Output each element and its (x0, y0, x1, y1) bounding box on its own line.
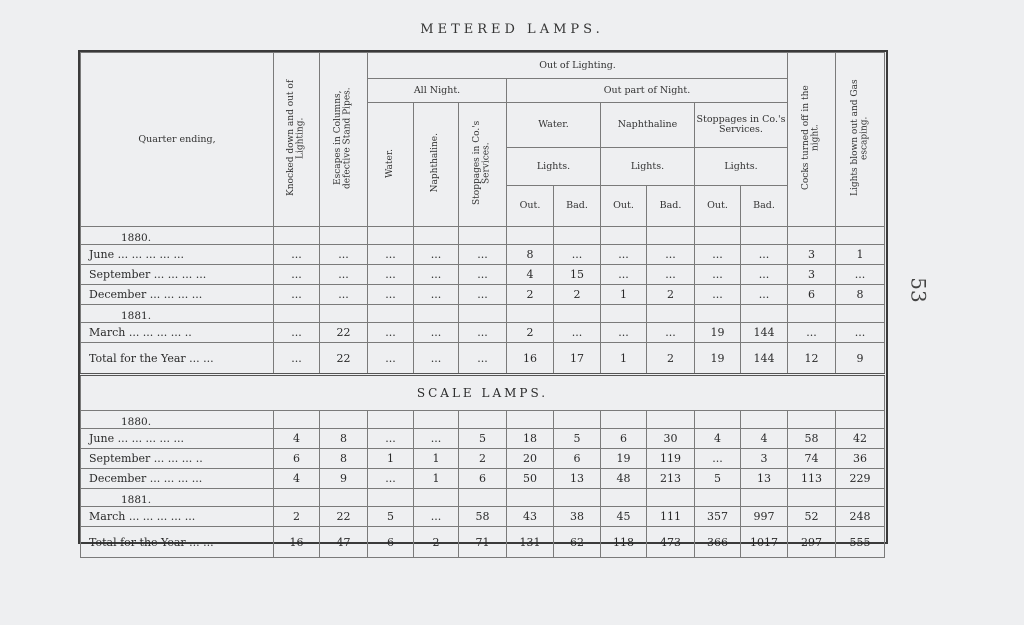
table-cell: 47 (320, 527, 368, 558)
table-cell (836, 411, 885, 429)
table-cell: ... (368, 469, 414, 489)
table-cell: ... (414, 245, 459, 265)
header-escapes: Escapes in Columns, defective Stand Pipes. (320, 53, 368, 227)
table-cell: ... (836, 265, 885, 285)
table-cell: ... (741, 245, 788, 265)
table-cell: ... (459, 343, 507, 375)
table-cell: 71 (459, 527, 507, 558)
table-cell: 17 (554, 343, 601, 375)
header-lights: Lights. (601, 147, 695, 185)
table-cell: 1 (836, 245, 885, 265)
table-cell (320, 305, 368, 323)
table-cell (459, 227, 507, 245)
table-cell: 8 (836, 285, 885, 305)
table-cell: ... (414, 507, 459, 527)
table-cell: 1017 (741, 527, 788, 558)
header-lights: Lights. (507, 147, 601, 185)
table-cell: ... (459, 265, 507, 285)
table-cell: ... (695, 449, 741, 469)
table-cell (368, 489, 414, 507)
table-cell (414, 489, 459, 507)
table-cell: ... (554, 245, 601, 265)
year-label: 1880. (81, 227, 274, 245)
table-cell: 357 (695, 507, 741, 527)
table-cell: ... (601, 323, 647, 343)
table-cell: ... (459, 245, 507, 265)
table-cell (554, 411, 601, 429)
table-cell (695, 411, 741, 429)
table-cell: ... (695, 245, 741, 265)
table-cell: 6 (601, 429, 647, 449)
table-cell: ... (368, 285, 414, 305)
table-cell (601, 227, 647, 245)
header-quarter: Quarter ending, (81, 53, 274, 227)
table-cell (788, 411, 836, 429)
table-cell: ... (414, 265, 459, 285)
table-cell: ... (368, 429, 414, 449)
table-cell: ... (414, 323, 459, 343)
table-cell (695, 305, 741, 323)
table-cell (741, 489, 788, 507)
table-cell: 1 (601, 343, 647, 375)
total-row (81, 343, 885, 375)
table-cell: 297 (788, 527, 836, 558)
header-out: Out. (695, 185, 741, 226)
table-cell: ... (788, 323, 836, 343)
table-cell: 19 (601, 449, 647, 469)
table-cell: 8 (320, 429, 368, 449)
table-cell (274, 305, 320, 323)
table-cell (788, 489, 836, 507)
table-cell: ... (368, 323, 414, 343)
table-cell (414, 305, 459, 323)
table-cell: ... (274, 245, 320, 265)
table-cell: ... (320, 265, 368, 285)
table-cell: June ... ... ... ... ... (81, 245, 274, 265)
table-cell: ... (647, 323, 695, 343)
table-cell: 1 (368, 449, 414, 469)
table-row (81, 265, 885, 285)
header-naphthaline-sub: Naphthaline (601, 103, 695, 148)
table-cell: 22 (320, 507, 368, 527)
table-cell: 4 (507, 265, 554, 285)
table-cell: ... (274, 343, 320, 375)
table-cell: 18 (507, 429, 554, 449)
table-cell: 3 (788, 245, 836, 265)
table-cell (414, 411, 459, 429)
table-cell: June ... ... ... ... ... (81, 429, 274, 449)
table-cell (647, 489, 695, 507)
year-label: 1881. (81, 305, 274, 323)
table-cell (459, 411, 507, 429)
header-out: Out. (601, 185, 647, 226)
table-cell (459, 305, 507, 323)
table-cell: 555 (836, 527, 885, 558)
table-cell: 4 (274, 469, 320, 489)
scale-title: SCALE LAMPS. (81, 375, 885, 411)
table-cell: 50 (507, 469, 554, 489)
table-cell: 8 (320, 449, 368, 469)
table-cell: ... (741, 265, 788, 285)
table-cell: ... (368, 245, 414, 265)
table-cell: ... (647, 245, 695, 265)
header-stoppages-sub: Stoppages in Co.'s Services. (695, 103, 788, 148)
table-cell: ... (836, 323, 885, 343)
table-cell: 52 (788, 507, 836, 527)
table-cell: 2 (274, 507, 320, 527)
table-cell: 213 (647, 469, 695, 489)
table-row (81, 285, 885, 305)
table-cell (741, 305, 788, 323)
table-row (81, 245, 885, 265)
table-cell: ... (274, 323, 320, 343)
table-cell (274, 489, 320, 507)
table-cell (788, 305, 836, 323)
table-cell: Total for the Year ... ... (81, 527, 274, 558)
table-cell: 9 (836, 343, 885, 375)
page-number: 53 (906, 277, 931, 303)
table-cell: December ... ... ... ... (81, 285, 274, 305)
table-cell: 1 (414, 449, 459, 469)
lamps-table (80, 52, 885, 558)
table-cell: 22 (320, 323, 368, 343)
table-cell: 43 (507, 507, 554, 527)
table-cell: 4 (741, 429, 788, 449)
table-cell: 62 (554, 527, 601, 558)
table-cell: 13 (554, 469, 601, 489)
table-cell: 42 (836, 429, 885, 449)
table-cell: ... (695, 285, 741, 305)
header-out: Out. (507, 185, 554, 226)
table-cell: March ... ... ... ... ... (81, 507, 274, 527)
table-cell: ... (459, 323, 507, 343)
table-cell: 118 (601, 527, 647, 558)
table-cell (507, 489, 554, 507)
table-cell (741, 411, 788, 429)
table-cell (601, 305, 647, 323)
table-row (81, 429, 885, 449)
table-cell: 1 (601, 285, 647, 305)
table-cell (741, 227, 788, 245)
total-row (81, 527, 885, 558)
header-cocks: Cocks turned off in the night. (788, 53, 836, 227)
table-cell: ... (414, 285, 459, 305)
table-cell (368, 411, 414, 429)
table-cell (601, 411, 647, 429)
table-cell: 131 (507, 527, 554, 558)
table-cell: 1 (414, 469, 459, 489)
table-cell: 2 (554, 285, 601, 305)
table-cell (554, 227, 601, 245)
table-cell (695, 489, 741, 507)
table-cell: ... (368, 343, 414, 375)
table-cell: 2 (414, 527, 459, 558)
table-cell: 3 (741, 449, 788, 469)
table-cell: 113 (788, 469, 836, 489)
table-cell: ... (695, 265, 741, 285)
table-cell: ... (459, 285, 507, 305)
table-cell: 20 (507, 449, 554, 469)
table-cell: December ... ... ... ... (81, 469, 274, 489)
table-cell: ... (647, 265, 695, 285)
table-cell (507, 305, 554, 323)
header-out-of-lighting: Out of Lighting. (368, 53, 788, 79)
table-cell: ... (414, 429, 459, 449)
header-water-sub: Water. (507, 103, 601, 148)
page-title: METERED LAMPS. (420, 22, 604, 37)
table-cell: 12 (788, 343, 836, 375)
table-cell (788, 227, 836, 245)
table-cell: 144 (741, 343, 788, 375)
table-cell: ... (601, 265, 647, 285)
table-cell (836, 489, 885, 507)
table-cell: 5 (368, 507, 414, 527)
table-cell: 5 (459, 429, 507, 449)
table-cell: 5 (695, 469, 741, 489)
table-row (81, 507, 885, 527)
table-cell: 6 (788, 285, 836, 305)
header-blown: Lights blown out and Gas escaping. (836, 53, 885, 227)
table-cell (274, 227, 320, 245)
table-cell: 58 (459, 507, 507, 527)
table-cell: ... (320, 245, 368, 265)
header-lights: Lights. (695, 147, 788, 185)
table-cell (368, 305, 414, 323)
header-naphthaline: Naphthaline. (414, 103, 459, 227)
table-cell: 16 (507, 343, 554, 375)
table-cell (647, 227, 695, 245)
header-bad: Bad. (554, 185, 601, 226)
table-cell: 4 (274, 429, 320, 449)
header-water: Water. (368, 103, 414, 227)
table-cell: 119 (647, 449, 695, 469)
table-cell (647, 411, 695, 429)
table-cell: 8 (507, 245, 554, 265)
header-knocked: Knocked down and out of Lighting. (274, 53, 320, 227)
table-cell: 13 (741, 469, 788, 489)
table-cell (414, 227, 459, 245)
header-bad: Bad. (647, 185, 695, 226)
table-cell (368, 227, 414, 245)
year-label: 1880. (81, 411, 274, 429)
table-cell (601, 489, 647, 507)
table-cell (695, 227, 741, 245)
header-all-night: All Night. (368, 79, 507, 103)
table-cell (507, 227, 554, 245)
table-cell: ... (414, 343, 459, 375)
table-cell: ... (274, 265, 320, 285)
table-cell: 15 (554, 265, 601, 285)
table-cell: 6 (459, 469, 507, 489)
table-cell: 144 (741, 323, 788, 343)
table-cell: 36 (836, 449, 885, 469)
table-cell: 2 (507, 285, 554, 305)
table-row (81, 469, 885, 489)
table-cell: Total for the Year ... ... (81, 343, 274, 375)
table-cell: 248 (836, 507, 885, 527)
table-cell: ... (741, 285, 788, 305)
table-cell: 6 (368, 527, 414, 558)
year-label: 1881. (81, 489, 274, 507)
table-cell: 30 (647, 429, 695, 449)
table-cell (320, 411, 368, 429)
table-cell (836, 305, 885, 323)
table-cell (274, 411, 320, 429)
table-cell: 9 (320, 469, 368, 489)
table-cell (507, 411, 554, 429)
table-cell: 4 (695, 429, 741, 449)
table-row (81, 449, 885, 469)
table-cell: 2 (459, 449, 507, 469)
table-cell: 3 (788, 265, 836, 285)
table-cell: 229 (836, 469, 885, 489)
table-cell (320, 227, 368, 245)
table-cell (554, 305, 601, 323)
table-cell: ... (554, 323, 601, 343)
table-cell: September ... ... ... ... (81, 265, 274, 285)
table-cell (459, 489, 507, 507)
table-cell: 2 (647, 343, 695, 375)
table-cell: 2 (507, 323, 554, 343)
table-cell: September ... ... ... .. (81, 449, 274, 469)
table-cell: 6 (274, 449, 320, 469)
header-stoppages: Stoppages in Co.'s Services. (459, 103, 507, 227)
table-cell (554, 489, 601, 507)
table-cell: 19 (695, 323, 741, 343)
table-cell (836, 227, 885, 245)
table-cell: 473 (647, 527, 695, 558)
table-cell: 45 (601, 507, 647, 527)
table-cell: 16 (274, 527, 320, 558)
table-cell (320, 489, 368, 507)
table-cell: 19 (695, 343, 741, 375)
header-bad: Bad. (741, 185, 788, 226)
section-title-row (81, 375, 885, 411)
table-cell: ... (601, 245, 647, 265)
table-cell (647, 305, 695, 323)
table-cell: 5 (554, 429, 601, 449)
table-cell: 22 (320, 343, 368, 375)
table-row (81, 323, 885, 343)
table-cell: 74 (788, 449, 836, 469)
table-cell: 366 (695, 527, 741, 558)
table-cell: March ... ... ... ... .. (81, 323, 274, 343)
table-cell: ... (274, 285, 320, 305)
table-cell: 6 (554, 449, 601, 469)
header-out-part: Out part of Night. (507, 79, 788, 103)
table-cell: 2 (647, 285, 695, 305)
table-cell: 58 (788, 429, 836, 449)
table-cell: ... (320, 285, 368, 305)
table-cell: ... (368, 265, 414, 285)
table-cell: 997 (741, 507, 788, 527)
table-cell: 111 (647, 507, 695, 527)
table-cell: 38 (554, 507, 601, 527)
table-cell: 48 (601, 469, 647, 489)
